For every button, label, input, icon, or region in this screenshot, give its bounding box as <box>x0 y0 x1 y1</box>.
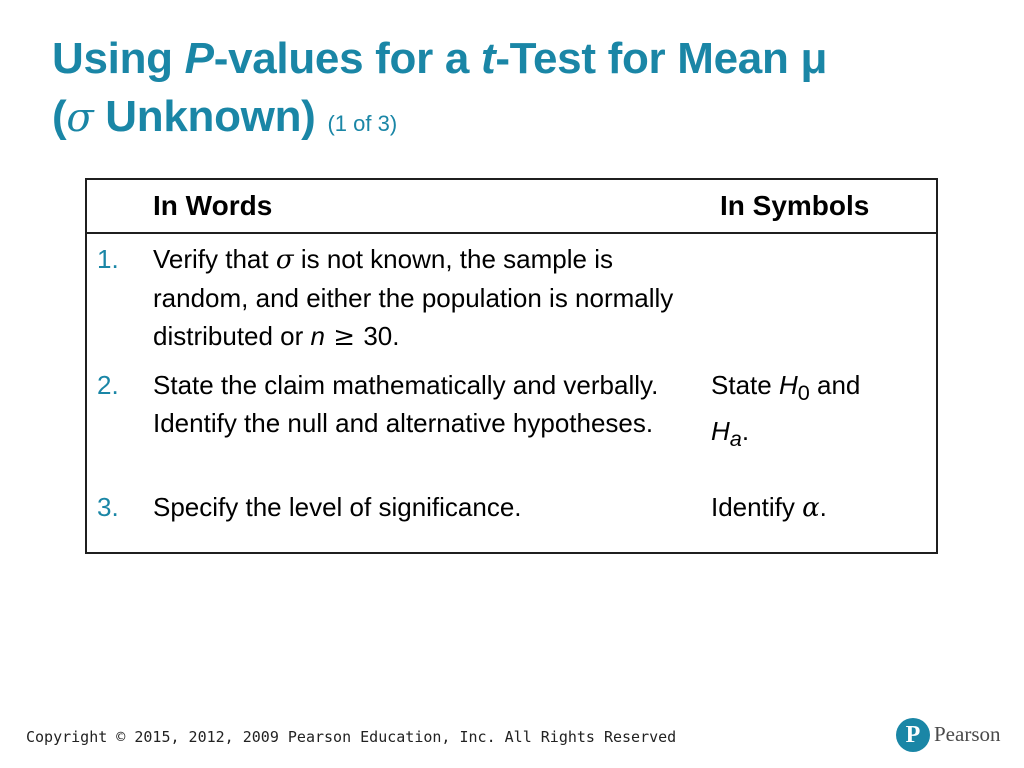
title-text: Unknown) <box>93 92 316 141</box>
subscript-0: 0 <box>797 380 810 406</box>
step-text: 30. <box>363 321 400 351</box>
symbol-text: . <box>741 416 750 447</box>
steps-table <box>85 178 938 554</box>
h-symbol: H <box>778 370 798 400</box>
step-number: 2. <box>97 370 119 400</box>
step-number: 1. <box>97 244 119 274</box>
header-in-symbols: In Symbols <box>720 190 870 221</box>
step-text: Verify that <box>153 244 276 274</box>
title-text: -Test for Mean μ <box>495 34 828 83</box>
title-sigma: σ <box>66 95 94 141</box>
copyright-footer: Copyright © 2015, 2012, 2009 Pearson Education, Inc. All Rights Reserved <box>26 728 677 746</box>
subscript-a: a <box>729 426 742 452</box>
slide-part-label: (1 of 3) <box>327 111 398 136</box>
step-symbols <box>711 366 931 458</box>
pearson-logo-text: Pearson <box>934 722 1001 746</box>
symbol-text: and <box>809 370 861 400</box>
h-symbol: H <box>711 416 730 447</box>
symbol-text: State <box>711 370 779 400</box>
title-line-1 <box>52 30 1012 88</box>
pearson-logo <box>896 718 1006 754</box>
step-text: is not known, the sample is random, and either the population is normally distributed or <box>153 244 674 351</box>
step-words: State the claim mathematically and verbally. Identify the null and alternative hypotheses. <box>153 370 659 438</box>
step-words: Specify the level of significance. <box>153 492 522 522</box>
slide-title <box>52 30 1012 153</box>
symbol-text: Identify <box>711 492 803 522</box>
pearson-logo-icon: P <box>896 718 930 752</box>
n-symbol: n <box>310 321 325 351</box>
step-symbols <box>711 488 931 527</box>
title-t: t <box>480 34 496 83</box>
title-text: -values for a <box>213 34 481 83</box>
sigma-symbol: σ <box>275 245 294 275</box>
alpha-symbol: α <box>802 493 820 523</box>
title-text: Using <box>52 34 185 83</box>
step-words <box>153 240 713 356</box>
title-p: P <box>184 34 214 83</box>
ge-symbol: ≥ <box>325 322 364 352</box>
symbol-text: . <box>819 492 827 522</box>
header-in-words: In Words <box>153 190 273 221</box>
step-number: 3. <box>97 492 119 522</box>
table-header <box>87 180 936 234</box>
title-line-2 <box>52 88 1012 153</box>
title-text: ( <box>52 92 67 141</box>
